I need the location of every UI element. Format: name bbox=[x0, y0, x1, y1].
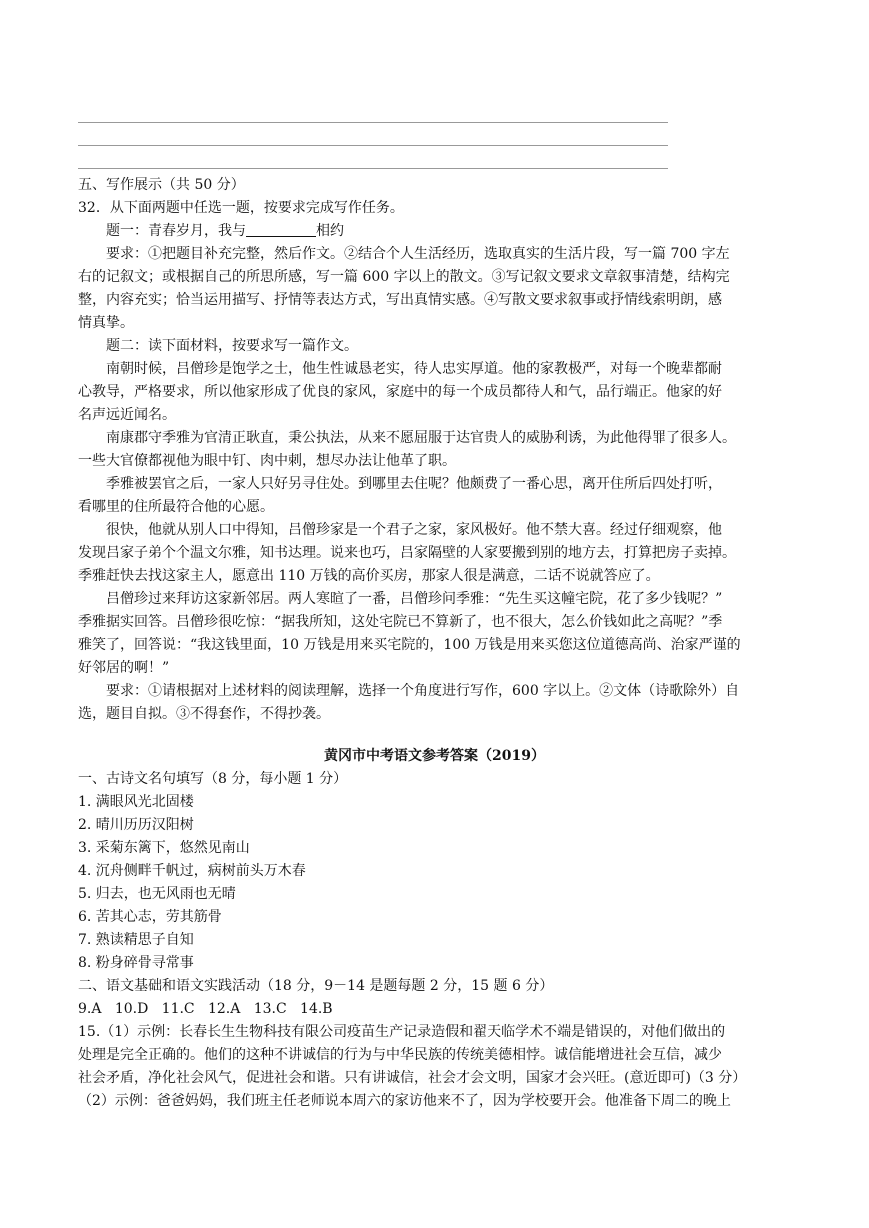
answer-item: 3. 采菊东篱下，悠然见南山 bbox=[78, 840, 250, 856]
material-paragraph: 南朝时候，吕僧珍是饱学之士，他生性诚恳老实，待人忠实厚道。他的家教极严，对每一个晚辈都耐 bbox=[106, 361, 722, 377]
section-5-header: 五、写作展示（共 50 分） bbox=[78, 177, 245, 193]
material-paragraph: 季雅赶快去找这家主人，愿意出 110 万钱的高价买房，那家人很是满意，二话不说就答应了。 bbox=[78, 568, 660, 584]
topic-2-requirement: 要求：①请根据对上述材料的阅读理解，选择一个角度进行写作，600 字以上。②文体（诗歌除外）自 bbox=[106, 683, 740, 699]
answer-item: 7. 熟读精思子自知 bbox=[78, 932, 194, 948]
answer-key-title: 黄冈市中考语文参考答案（2019） bbox=[324, 748, 545, 764]
answer-item: 8. 粉身碎骨寻常事 bbox=[78, 955, 194, 971]
material-paragraph: 名声远近闻名。 bbox=[78, 407, 176, 423]
answer-item: 1. 满眼风光北固楼 bbox=[78, 794, 194, 810]
material-paragraph: 吕僧珍过来拜访这家新邻居。两人寒暄了一番，吕僧珍问季雅：“先生买这幢宅院，花了多少钱呢？” bbox=[106, 591, 723, 607]
answer-line bbox=[78, 145, 668, 146]
material-paragraph: 南康郡守季雅为官清正耿直，秉公执法，从来不愿屈服于达官贵人的威胁利诱，为此他得罪了很多人。 bbox=[106, 430, 736, 446]
material-paragraph: 发现吕家子弟个个温文尔雅，知书达理。说来也巧，吕家隔壁的人家要搬到别的地方去，打算把房子卖掉。 bbox=[78, 545, 736, 561]
topic-1-requirement: 情真挚。 bbox=[78, 315, 134, 331]
answer-item: 2. 晴川历历汉阳树 bbox=[78, 817, 194, 833]
question-32: 32．从下面两题中任选一题，按要求完成写作任务。 bbox=[78, 200, 404, 216]
answer-15-2: （2）示例：爸爸妈妈，我们班主任老师说本周六的家访他来不了，因为学校要开会。他准备下周二的晚上 bbox=[78, 1093, 731, 1109]
answer-item: 4. 沉舟侧畔千帆过，病树前头万木春 bbox=[78, 863, 306, 879]
topic-blank bbox=[246, 222, 316, 237]
material-paragraph: 季雅据实回答。吕僧珍很吃惊：“据我所知，这处宅院已不算新了，也不很大，怎么价钱如此之高呢？”季 bbox=[78, 614, 723, 630]
topic-2-title: 题二：读下面材料，按要求写一篇作文。 bbox=[106, 338, 358, 354]
material-paragraph: 很快，他就从别人口中得知，吕僧珍家是一个君子之家，家风极好。他不禁大喜。经过仔细观察，他 bbox=[106, 522, 722, 538]
material-paragraph: 好邻居的啊！” bbox=[78, 660, 170, 676]
answer-15-1: 15.（1）示例：长春长生生物科技有限公司疫苗生产记录造假和翟天临学术不端是错误的，对他们做出的 bbox=[78, 1024, 726, 1040]
answer-item: 5. 归去，也无风雨也无晴 bbox=[78, 886, 236, 902]
topic-1-requirement: 要求：①把题目补充完整，然后作文。②结合个人生活经历，选取真实的生活片段，写一篇 700 字左 bbox=[106, 246, 730, 262]
topic-1-title: 题一：青春岁月，我与 相约 bbox=[106, 223, 344, 239]
topic-1-requirement: 右的记叙文；或根据自己的所思所感，写一篇 600 字以上的散文。③写记叙文要求文章叙事清楚，结构完 bbox=[78, 269, 730, 285]
answer-item: 6. 苦其心志，劳其筋骨 bbox=[78, 909, 222, 925]
material-paragraph: 看哪里的住所最符合他的心愿。 bbox=[78, 499, 274, 515]
answer-15-1: 社会矛盾，净化社会风气，促进社会和谐。只有讲诚信，社会才会文明，国家才会兴旺。(意近即可)（3 分） bbox=[78, 1070, 747, 1086]
material-paragraph: 雅笑了，回答说：“我这钱里面，10 万钱是用来买宅院的，100 万钱是用来买您这位道德高尚、治家严谨的 bbox=[78, 637, 741, 653]
material-paragraph: 一些大官僚都视他为眼中钉、肉中刺，想尽办法让他革了职。 bbox=[78, 453, 456, 469]
answer-line bbox=[78, 168, 668, 169]
material-paragraph: 心教导，严格要求，所以他家形成了优良的家风，家庭中的每一个成员都待人和气，品行端正。他家的好 bbox=[78, 384, 722, 400]
answer-15-1: 处理是完全正确的。他们的这种不讲诚信的行为与中华民族的传统美德相悖。诚信能增进社会互信，减少 bbox=[78, 1047, 722, 1063]
answer-section-2-header: 二、语文基础和语文实践活动（18 分，9－14 是题每题 2 分，15 题 6 分） bbox=[78, 978, 554, 994]
material-paragraph: 季雅被罢官之后，一家人只好另寻住处。到哪里去住呢？他颇费了一番心思，离开住所后四处打听， bbox=[106, 476, 722, 492]
answer-section-1-header: 一、古诗文名句填写（8 分，每小题 1 分） bbox=[78, 771, 348, 787]
answer-line bbox=[78, 122, 668, 123]
choice-answers: 9.A 10.D 11.C 12.A 13.C 14.B bbox=[78, 1001, 333, 1017]
topic-1-requirement: 整，内容充实；恰当运用描写、抒情等表达方式，写出真情实感。④写散文要求叙事或抒情线索明朗，感 bbox=[78, 292, 722, 308]
topic-2-requirement: 选，题目自拟。③不得套作，不得抄袭。 bbox=[78, 706, 330, 722]
